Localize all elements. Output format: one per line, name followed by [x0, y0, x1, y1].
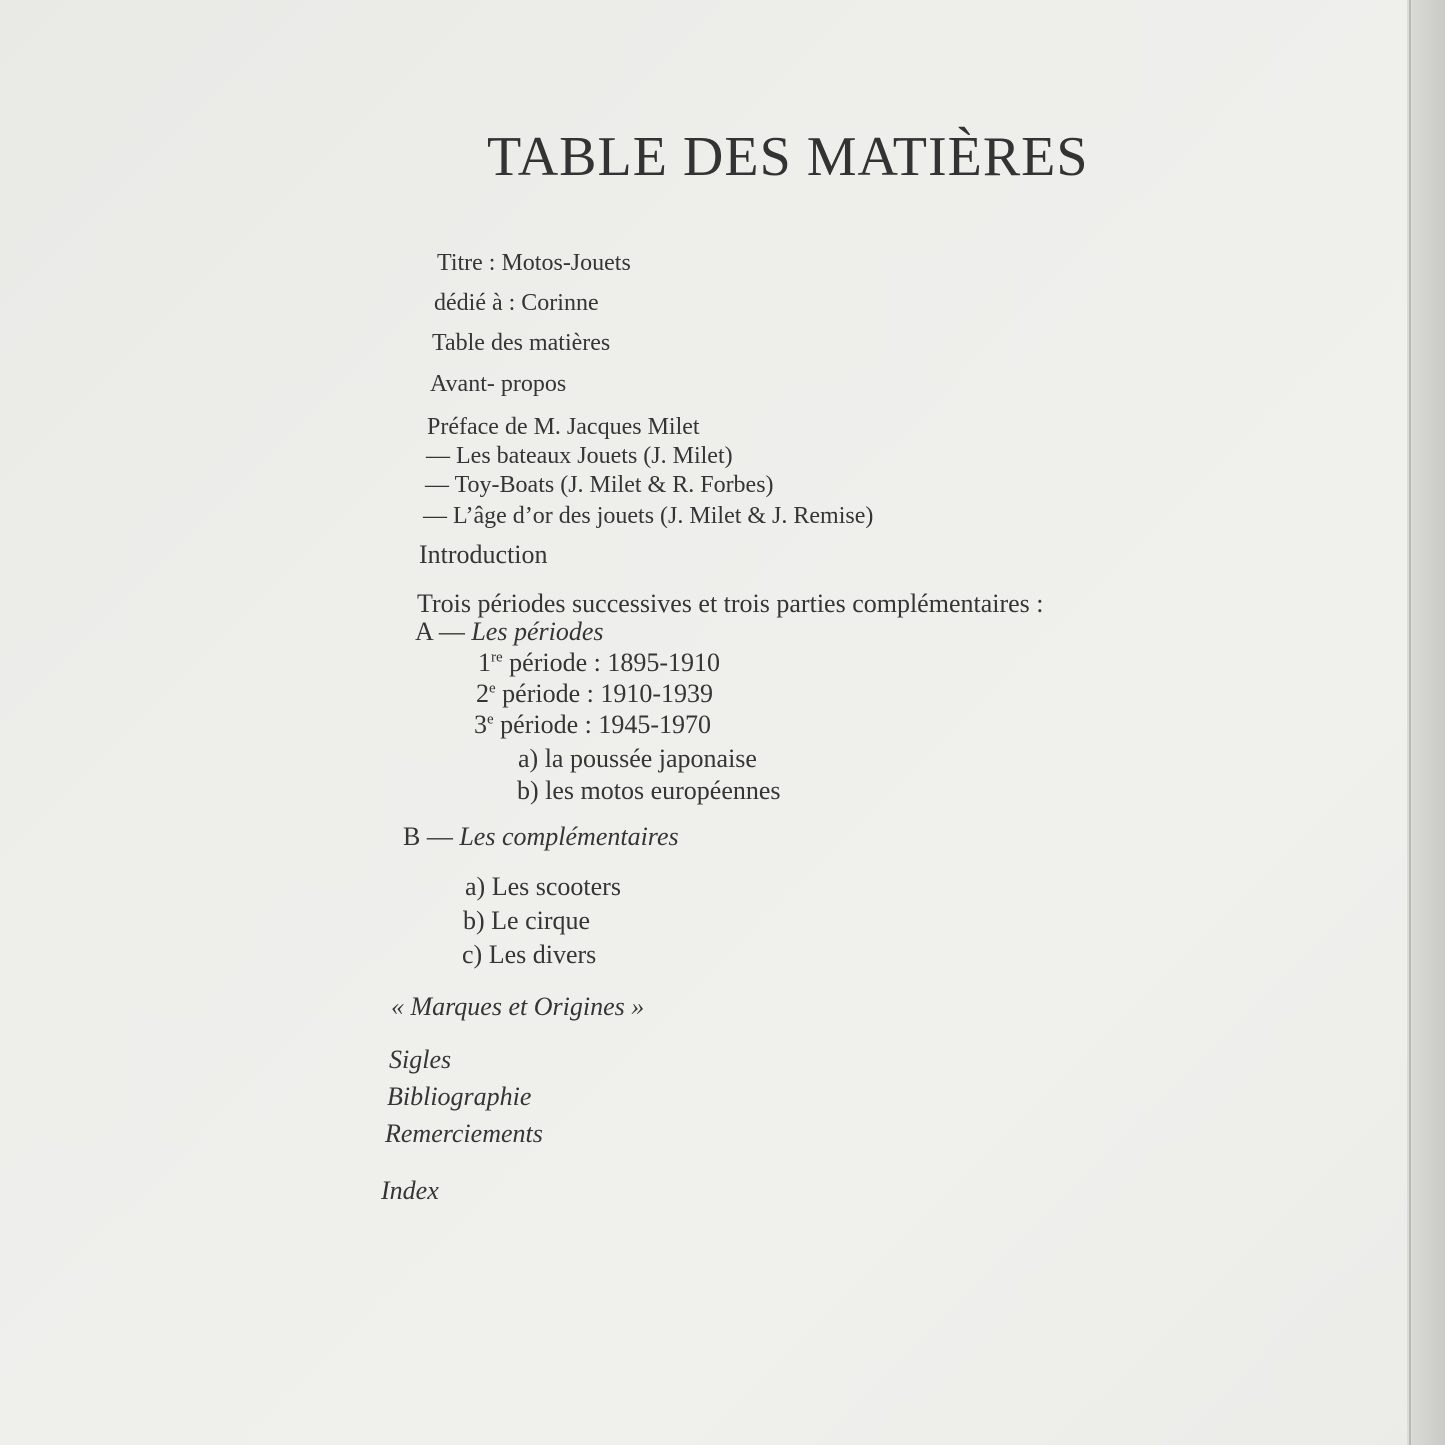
toc-sub-periode: a) la poussée japonaise [518, 744, 757, 773]
toc-entry-dedie: dédié à : Corinne [434, 290, 599, 316]
toc-complementaire: a) Les scooters [465, 872, 621, 901]
toc-entry-titre: Titre : Motos-Jouets [437, 250, 631, 276]
page-edge [1407, 0, 1445, 1445]
toc-entry-index: Index [381, 1176, 439, 1205]
toc-section-a [415, 617, 604, 647]
toc-entry-avant-propos: Avant- propos [430, 371, 567, 397]
toc-entry-sigles: Sigles [389, 1045, 452, 1074]
toc-preface-item: — Les bateaux Jouets (J. Milet) [426, 443, 733, 469]
toc-periode: 3e période : 1945-1970 [474, 710, 712, 739]
section-b-title: Les complémentaires [459, 822, 679, 851]
toc-entry-marques: « Marques et Origines » [391, 992, 645, 1021]
toc-entry-preface: Préface de M. Jacques Milet [427, 414, 700, 440]
toc-periode: 2e période : 1910-1939 [476, 679, 714, 708]
toc-entry-introduction: Introduction [419, 540, 548, 569]
toc-entry-trois-periodes: Trois périodes successives et trois parties complémentaires : [417, 589, 1044, 618]
section-b-prefix: B — [403, 822, 453, 851]
section-a-title: Les périodes [471, 617, 604, 646]
toc-complementaire: c) Les divers [462, 940, 597, 969]
toc-preface-item: — L’âge d’or des jouets (J. Milet & J. Remise) [423, 503, 874, 529]
page-edge-line [1409, 0, 1411, 1445]
toc-entry-bibliographie: Bibliographie [387, 1082, 532, 1111]
toc-section-b [403, 822, 679, 852]
page-title: TABLE DES MATIÈRES [487, 126, 1089, 188]
toc-entry-remerciements: Remerciements [385, 1119, 543, 1148]
section-a-prefix: A — [415, 617, 465, 646]
toc-periode: 1re période : 1895-1910 [478, 648, 720, 677]
toc-entry-table: Table des matières [432, 330, 611, 356]
toc-complementaire: b) Le cirque [463, 906, 591, 935]
toc-sub-periode: b) les motos européennes [517, 776, 781, 805]
toc-preface-item: — Toy-Boats (J. Milet & R. Forbes) [425, 472, 774, 498]
